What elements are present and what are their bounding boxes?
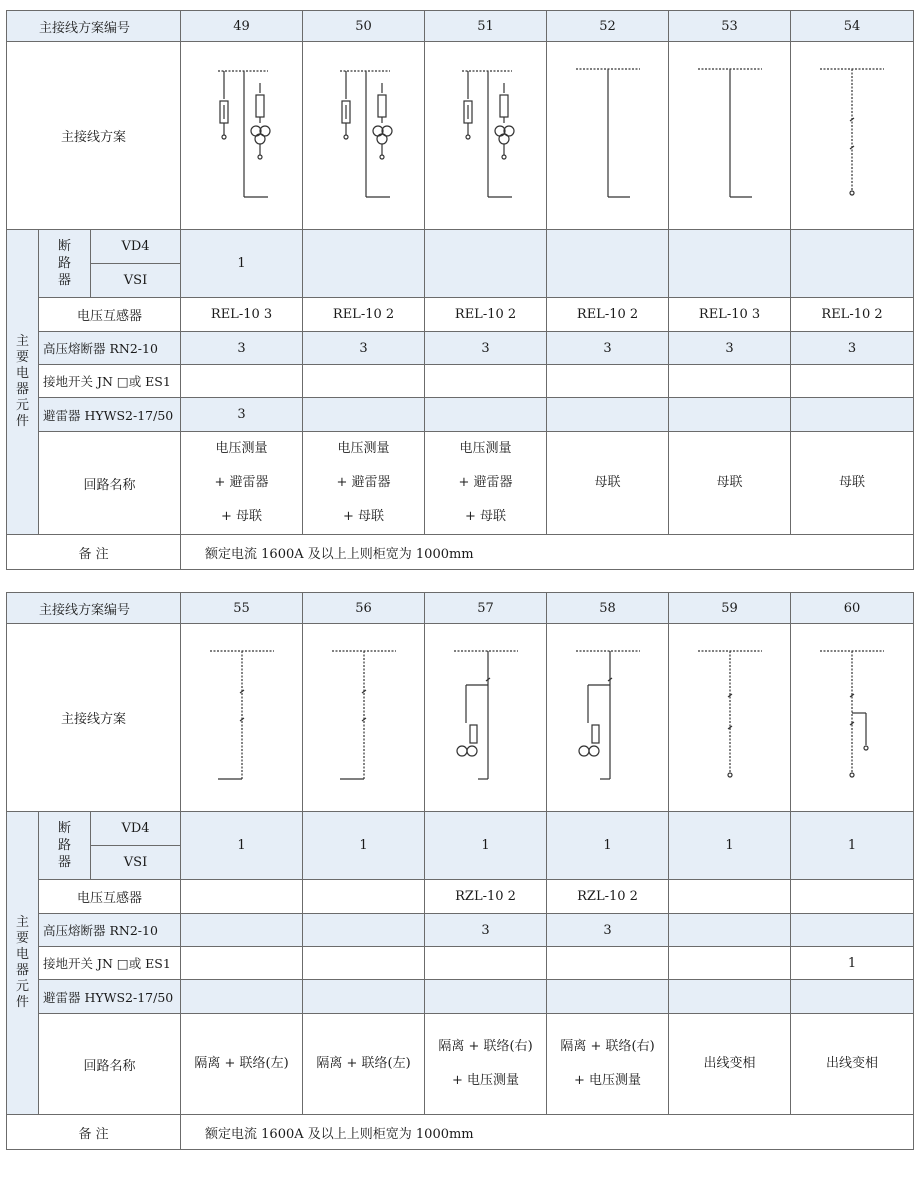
wiring-diagram (547, 624, 669, 812)
breaker-qty: 1 (669, 812, 791, 880)
single-line-diagram-vt-arrester (304, 51, 424, 221)
breaker-qty: 1 (791, 812, 914, 880)
circuit-name-line: 隔离 + 联络(左) (316, 1056, 411, 1071)
scheme-number: 57 (425, 593, 547, 624)
circuit-name-line: + 电压测量 (574, 1073, 642, 1088)
scheme-number: 52 (547, 11, 669, 42)
fuse-label: 高压熔断器 RN2-10 (39, 332, 181, 365)
scheme-table-1 (6, 10, 914, 570)
circuit-name (425, 1014, 547, 1115)
circuit-name-line: 隔离 + 联络(右) (560, 1039, 655, 1054)
circuit-name-line: + 母联 (343, 509, 385, 524)
fuse-value (669, 914, 791, 947)
vt-value: REL-10 2 (547, 298, 669, 332)
circuit-name (547, 432, 669, 535)
note-label: 备 注 (7, 1115, 181, 1150)
single-line-diagram-iso-vt (426, 633, 546, 803)
circuit-name-line: 母联 (716, 475, 743, 490)
vt-value: RZL-10 2 (547, 880, 669, 914)
circuit-name (303, 432, 425, 535)
single-line-diagram-tie-plain (548, 51, 668, 221)
scheme-number: 59 (669, 593, 791, 624)
breaker-qty: 1 (547, 812, 669, 880)
vt-value (303, 880, 425, 914)
note-row (7, 1115, 914, 1150)
single-line-diagram-vt-arrester (426, 51, 546, 221)
breaker-qty (791, 230, 914, 298)
fuse-value: 3 (181, 332, 303, 365)
breaker-qty (303, 230, 425, 298)
fuse-value (181, 914, 303, 947)
circuit-name-line: + 母联 (465, 509, 507, 524)
breaker-type-vd4: VD4 (91, 230, 181, 264)
circuit-name-row (7, 1014, 914, 1115)
breaker-qty (669, 230, 791, 298)
breaker-qty: 1 (181, 230, 303, 298)
wiring-diagram (303, 624, 425, 812)
fuse-value: 3 (425, 914, 547, 947)
circuit-name-line: 出线变相 (703, 1056, 756, 1071)
arrester-value (425, 398, 547, 432)
single-line-diagram-iso-vt (548, 633, 668, 803)
wiring-diagram (425, 42, 547, 230)
wiring-diagram (181, 624, 303, 812)
circuit-name (791, 1014, 914, 1115)
single-line-diagram-iso-tie (182, 633, 302, 803)
arrester-value (791, 398, 914, 432)
note-text: 额定电流 1600A 及以上上则柜宽为 1000mm (181, 535, 914, 570)
wiring-diagram (547, 42, 669, 230)
scheme-number: 58 (547, 593, 669, 624)
scheme-number: 50 (303, 11, 425, 42)
single-line-diagram-iso-tie (304, 633, 424, 803)
single-line-diagram-outgoing (670, 633, 790, 803)
circuit-name (547, 1014, 669, 1115)
main-components-label: 主 要 电 器 元 件 (7, 812, 39, 1115)
scheme-number-label: 主接线方案编号 (7, 11, 181, 42)
fuse-value (791, 914, 914, 947)
circuit-name (303, 1014, 425, 1115)
wiring-diagram (791, 624, 914, 812)
wiring-diagram (303, 42, 425, 230)
fuse-label: 高压熔断器 RN2-10 (39, 914, 181, 947)
arrester-value (669, 980, 791, 1014)
scheme-diagram-row (7, 624, 914, 812)
arrester-value (547, 398, 669, 432)
scheme-table-2 (6, 592, 914, 1150)
earth-switch-row (7, 365, 914, 398)
vt-label: 电压互感器 (39, 880, 181, 914)
earth-switch-value (303, 365, 425, 398)
arrester-label: 避雷器 HYWS2-17/50 (39, 398, 181, 432)
circuit-name (791, 432, 914, 535)
wiring-diagram (181, 42, 303, 230)
vt-value: REL-10 2 (303, 298, 425, 332)
fuse-value: 3 (425, 332, 547, 365)
circuit-name-row (7, 432, 914, 535)
circuit-name-line: 母联 (594, 475, 621, 490)
earth-switch-value (791, 365, 914, 398)
vt-value: REL-10 3 (669, 298, 791, 332)
earth-switch-value (547, 947, 669, 980)
breaker-qty (425, 230, 547, 298)
circuit-name-label: 回路名称 (39, 1014, 181, 1115)
earth-switch-value (425, 365, 547, 398)
breaker-qty: 1 (181, 812, 303, 880)
arrester-value (669, 398, 791, 432)
vt-value: REL-10 2 (425, 298, 547, 332)
vt-value: REL-10 3 (181, 298, 303, 332)
circuit-name (669, 432, 791, 535)
breaker-type-vsi: VSI (91, 264, 181, 298)
earth-switch-value (547, 365, 669, 398)
single-line-diagram-outgoing-earth (792, 633, 912, 803)
fuse-row (7, 914, 914, 947)
arrester-value (425, 980, 547, 1014)
breaker-row (7, 812, 914, 846)
note-label: 备 注 (7, 535, 181, 570)
arrester-value (547, 980, 669, 1014)
scheme-number: 55 (181, 593, 303, 624)
scheme-number-row (7, 11, 914, 42)
breaker-label: 断 路 器 (39, 812, 91, 880)
wiring-diagram (669, 624, 791, 812)
earth-switch-value (181, 947, 303, 980)
circuit-name-line: + 避雷器 (214, 475, 269, 490)
scheme-number: 56 (303, 593, 425, 624)
circuit-name (669, 1014, 791, 1115)
scheme-number: 60 (791, 593, 914, 624)
arrester-value (181, 980, 303, 1014)
breaker-row (7, 230, 914, 264)
earth-switch-value (425, 947, 547, 980)
earth-switch-row (7, 947, 914, 980)
circuit-name-label: 回路名称 (39, 432, 181, 535)
circuit-name-line: 母联 (839, 475, 866, 490)
circuit-name-line: + 电压测量 (452, 1073, 520, 1088)
circuit-name (181, 432, 303, 535)
fuse-value (303, 914, 425, 947)
fuse-value: 3 (669, 332, 791, 365)
single-line-diagram-vt-arrester (182, 51, 302, 221)
vt-label: 电压互感器 (39, 298, 181, 332)
circuit-name-line: 电压测量 (215, 441, 268, 456)
circuit-name-line: 隔离 + 联络(右) (438, 1039, 533, 1054)
earth-switch-label: 接地开关 JN □或 ES1 (39, 947, 181, 980)
scheme-number: 54 (791, 11, 914, 42)
scheme-number: 51 (425, 11, 547, 42)
scheme-number: 53 (669, 11, 791, 42)
circuit-name-line: + 避雷器 (458, 475, 513, 490)
circuit-name-line: 隔离 + 联络(左) (194, 1056, 289, 1071)
single-line-diagram-tie-plain (670, 51, 790, 221)
earth-switch-label: 接地开关 JN □或 ES1 (39, 365, 181, 398)
breaker-label: 断 路 器 (39, 230, 91, 298)
earth-switch-value: 1 (791, 947, 914, 980)
vt-value (791, 880, 914, 914)
circuit-name-line: + 母联 (221, 509, 263, 524)
main-components-label: 主 要 电 器 元 件 (7, 230, 39, 535)
breaker-qty (547, 230, 669, 298)
vt-row (7, 298, 914, 332)
vt-value (669, 880, 791, 914)
fuse-value: 3 (547, 914, 669, 947)
fuse-value: 3 (303, 332, 425, 365)
wiring-diagram (425, 624, 547, 812)
arrester-value (303, 980, 425, 1014)
breaker-type-vsi: VSI (91, 846, 181, 880)
vt-row (7, 880, 914, 914)
earth-switch-value (303, 947, 425, 980)
arrester-value (303, 398, 425, 432)
arrester-value (791, 980, 914, 1014)
wiring-diagram (791, 42, 914, 230)
arrester-value: 3 (181, 398, 303, 432)
arrester-row (7, 980, 914, 1014)
circuit-name (425, 432, 547, 535)
fuse-value: 3 (791, 332, 914, 365)
scheme-number: 49 (181, 11, 303, 42)
breaker-qty: 1 (303, 812, 425, 880)
circuit-name-line: 电压测量 (459, 441, 512, 456)
circuit-name-line: 出线变相 (826, 1056, 879, 1071)
earth-switch-value (669, 365, 791, 398)
earth-switch-value (669, 947, 791, 980)
breaker-type-vd4: VD4 (91, 812, 181, 846)
vt-value: REL-10 2 (791, 298, 914, 332)
vt-value: RZL-10 2 (425, 880, 547, 914)
single-line-diagram-tie-breaker (792, 51, 912, 221)
circuit-name-line: + 避雷器 (336, 475, 391, 490)
earth-switch-value (181, 365, 303, 398)
scheme-number-label: 主接线方案编号 (7, 593, 181, 624)
scheme-diagram-label: 主接线方案 (7, 624, 181, 812)
vt-value (181, 880, 303, 914)
note-text: 额定电流 1600A 及以上上则柜宽为 1000mm (181, 1115, 914, 1150)
fuse-row (7, 332, 914, 365)
scheme-number-row (7, 593, 914, 624)
arrester-label: 避雷器 HYWS2-17/50 (39, 980, 181, 1014)
note-row (7, 535, 914, 570)
scheme-diagram-row (7, 42, 914, 230)
scheme-diagram-label: 主接线方案 (7, 42, 181, 230)
circuit-name-line: 电压测量 (337, 441, 390, 456)
wiring-diagram (669, 42, 791, 230)
circuit-name (181, 1014, 303, 1115)
fuse-value: 3 (547, 332, 669, 365)
arrester-row (7, 398, 914, 432)
breaker-qty: 1 (425, 812, 547, 880)
